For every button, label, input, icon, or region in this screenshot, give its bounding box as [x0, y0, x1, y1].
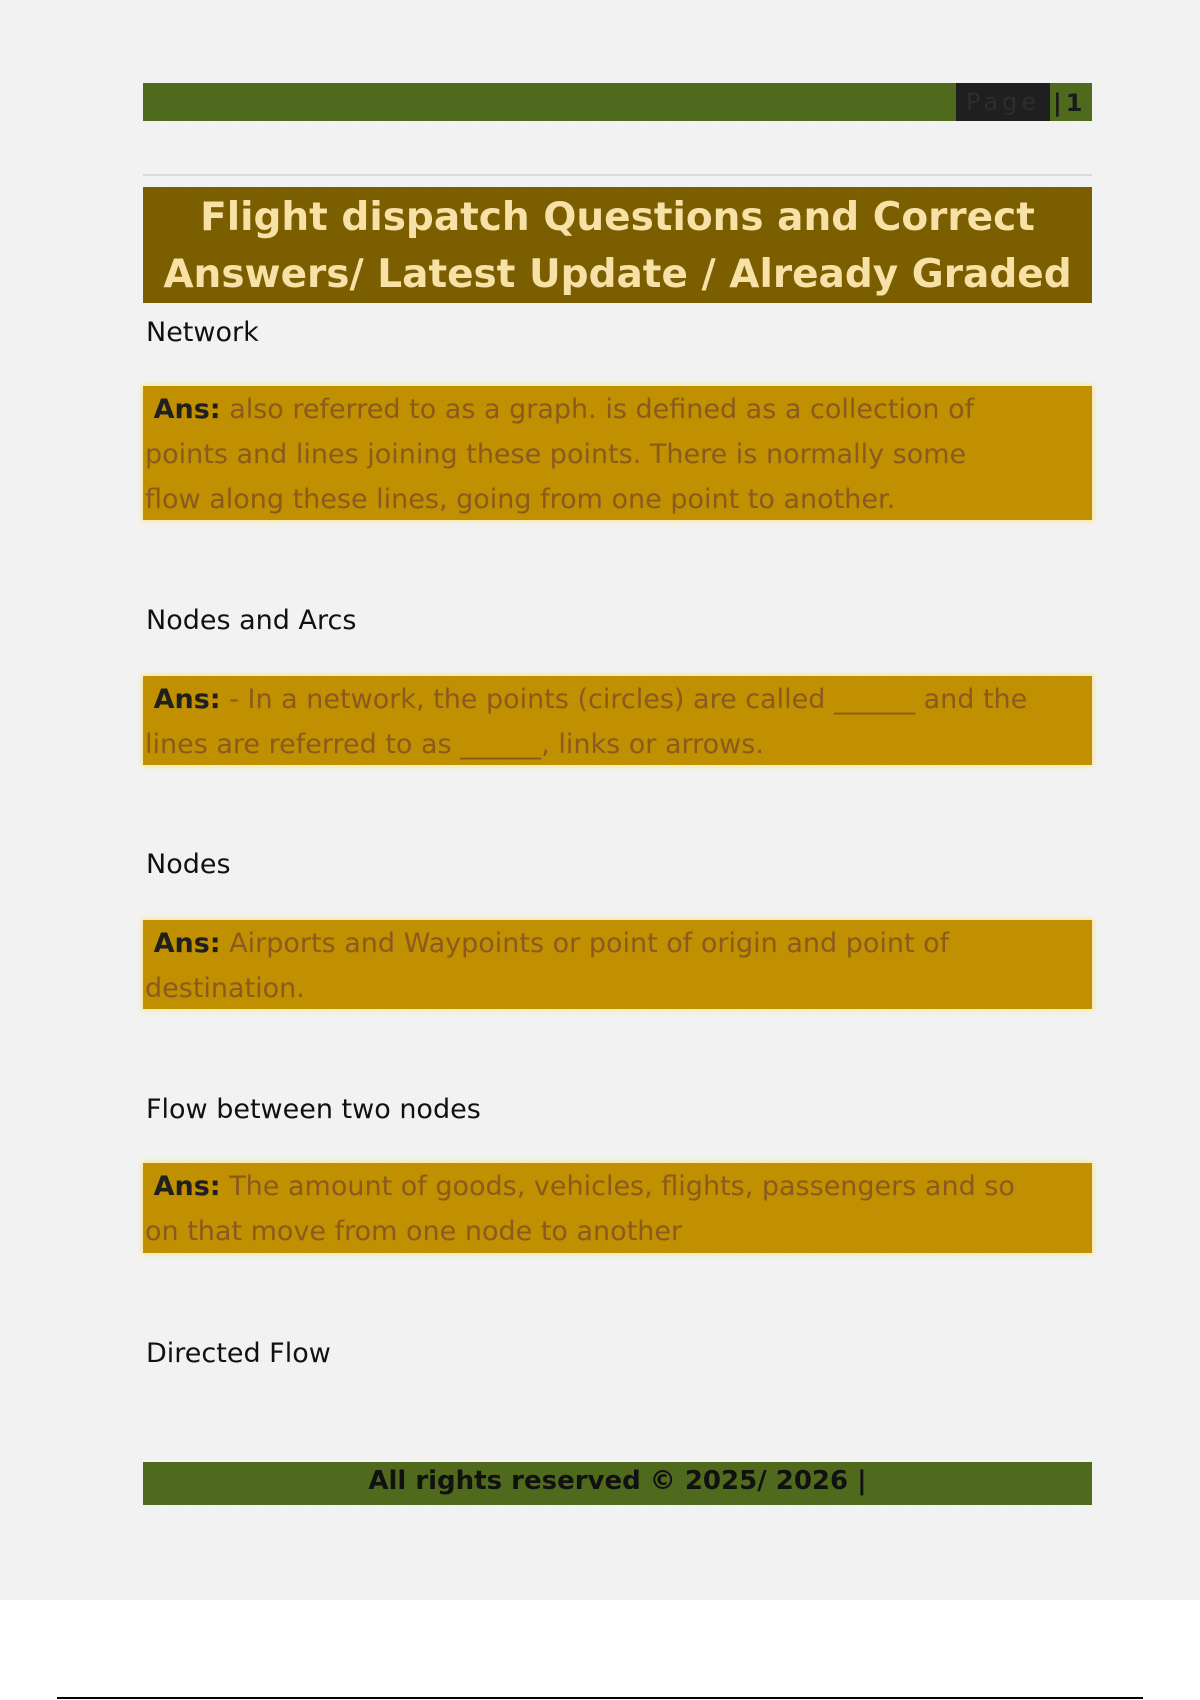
answer-box	[143, 920, 1092, 1009]
page-separator: |	[1053, 89, 1062, 117]
answer-line: lines are referred to as ______, links or arrows.	[145, 729, 764, 760]
answer-text: Airports and Waypoints or point of origin and point of	[229, 928, 950, 959]
answer-line	[145, 921, 1092, 966]
question-directed-flow: Directed Flow	[146, 1338, 331, 1369]
answer-text: The amount of goods, vehicles, flights, passengers and so	[229, 1171, 1015, 1202]
answer-box	[143, 1163, 1092, 1253]
document-title	[143, 187, 1092, 303]
question-flow-between-two-nodes: Flow between two nodes	[146, 1094, 481, 1125]
page-number-group	[1053, 83, 1082, 121]
page-label: Page	[956, 83, 1050, 121]
answer-label: Ans:	[153, 394, 221, 425]
answer-label: Ans:	[153, 928, 221, 959]
footer-bar: All rights reserved © 2025/ 2026 |	[143, 1462, 1092, 1505]
answer-box	[143, 386, 1092, 520]
title-line-2: Answers/ Latest Update / Already Graded	[163, 252, 1072, 297]
answer-line	[145, 387, 1092, 432]
question-nodes: Nodes	[146, 849, 231, 880]
bottom-rule	[57, 1697, 1143, 1699]
answer-box	[143, 676, 1092, 765]
answer-line	[145, 677, 1092, 722]
question-network: Network	[146, 317, 259, 348]
page-number: 1	[1065, 89, 1083, 117]
header-divider	[143, 174, 1092, 176]
question-nodes-and-arcs: Nodes and Arcs	[146, 605, 357, 636]
answer-line: on that move from one node to another	[145, 1216, 683, 1247]
header-bar	[143, 83, 1092, 121]
answer-text: - In a network, the points (circles) are called ______ and the	[229, 684, 1028, 715]
answer-line: points and lines joining these points. There is normally some	[145, 439, 967, 470]
answer-line: destination.	[145, 973, 305, 1004]
answer-line	[145, 1164, 1092, 1209]
answer-line: flow along these lines, going from one point to another.	[145, 484, 896, 515]
answer-label: Ans:	[153, 1171, 221, 1202]
answer-label: Ans:	[153, 684, 221, 715]
title-line-1: Flight dispatch Questions and Correct	[200, 195, 1035, 240]
answer-text: also referred to as a graph. is defined as a collection of	[229, 394, 975, 425]
